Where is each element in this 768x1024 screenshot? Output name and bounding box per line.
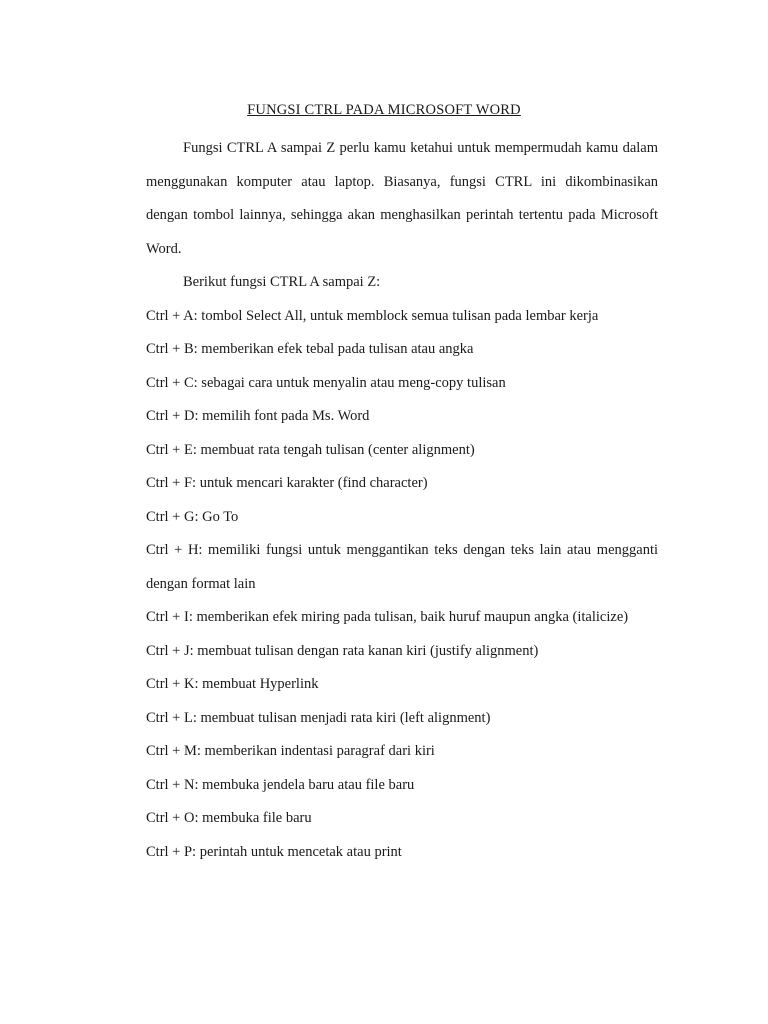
shortcut-item-ctrl-m: Ctrl + M: memberikan indentasi paragraf dari kiri [146,743,435,759]
shortcut-item-ctrl-e: Ctrl + E: membuat rata tengah tulisan (center alignment) [146,441,475,458]
shortcut-item-ctrl-g: Ctrl + G: Go To [146,508,239,525]
shortcut-item-ctrl-o: Ctrl + O: membuka file baru [146,810,312,826]
list-lead: Berikut fungsi CTRL A sampai Z: [183,274,381,290]
shortcut-item-ctrl-b: Ctrl + B: memberikan efek tebal pada tulisan atau angka [146,341,474,357]
shortcut-item-ctrl-i: Ctrl + I: memberikan efek miring pada tulisan, baik huruf maupun angka (italicize) [146,609,629,625]
shortcut-item-ctrl-p: Ctrl + P: perintah untuk mencetak atau print [146,843,402,860]
shortcut-item-ctrl-j: Ctrl + J: membuat tulisan dengan rata kanan kiri (justify alignment) [146,642,539,659]
document-title: FUNGSI CTRL PADA MICROSOFT WORD [247,102,521,118]
shortcut-item-ctrl-c: Ctrl + C: sebagai cara untuk menyalin atau meng-copy tulisan [146,374,506,391]
shortcut-item-ctrl-d: Ctrl + D: memilih font pada Ms. Word [146,408,370,424]
shortcut-item-ctrl-l: Ctrl + L: membuat tulisan menjadi rata kiri (left alignment) [146,709,491,726]
shortcut-item-ctrl-k: Ctrl + K: membuat Hyperlink [146,676,319,692]
shortcut-item-ctrl-a: Ctrl + A: tombol Select All, untuk memblock semua tulisan pada lembar kerja [146,307,599,324]
intro-paragraph: Fungsi CTRL A sampai Z perlu kamu ketahui untuk mempermudah kamu dalam menggunakan komputer atau laptop. Biasanya, fungsi CTRL ini dikombinasikan dengan tombol lainnya, sehingga akan menghasilkan perintah tertentu pada Microsoft Word. [146,140,658,257]
document-body [146,132,658,869]
shortcut-item-ctrl-h: Ctrl + H: memiliki fungsi untuk menggantikan teks dengan teks lain atau mengganti dengan format lain [146,542,658,592]
shortcut-item-ctrl-n: Ctrl + N: membuka jendela baru atau file baru [146,776,415,793]
shortcut-item-ctrl-f: Ctrl + F: untuk mencari karakter (find character) [146,475,428,491]
